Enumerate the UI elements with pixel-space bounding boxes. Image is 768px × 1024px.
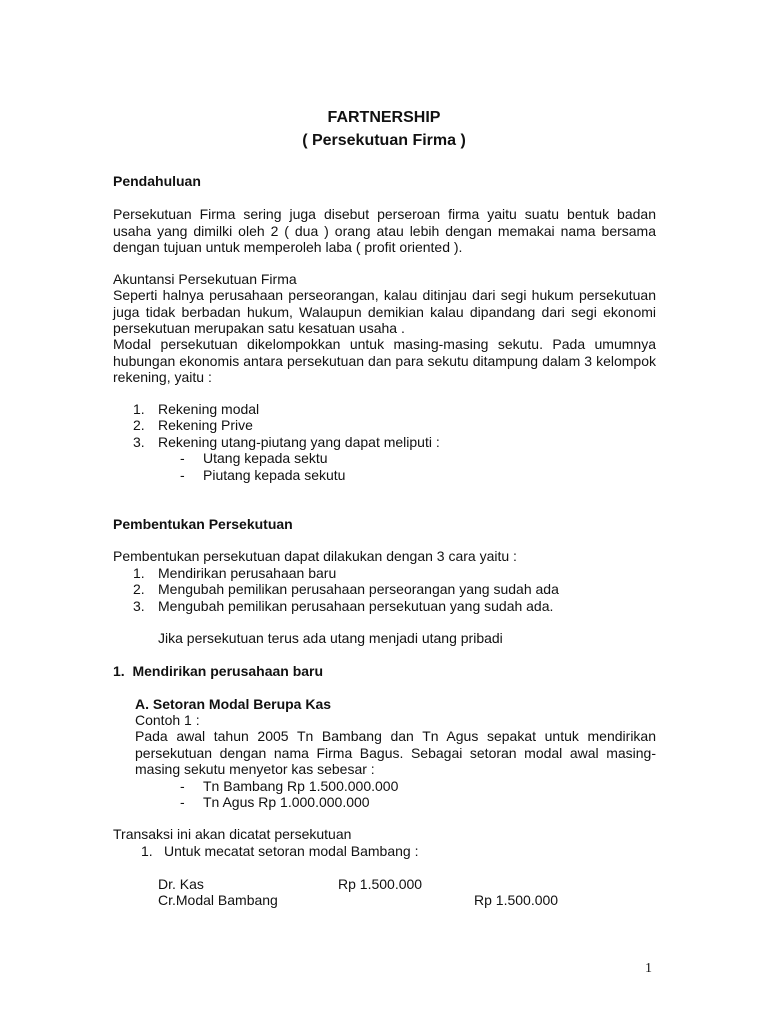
contribution-item: Tn Bambang Rp 1.500.000.000 [203, 778, 399, 794]
list-item: Mengubah pemilikan perusahaan perseorangan yang sudah ada [158, 581, 559, 597]
pembentukan-note: Jika persekutuan terus ada utang menjadi utang pribadi [158, 630, 503, 646]
heading-section-1: 1. Mendirikan perusahaan baru [113, 663, 324, 679]
list-item: Rekening Prive [158, 417, 253, 433]
heading-akuntansi: Akuntansi Persekutuan Firma [113, 271, 297, 287]
document-subtitle: ( Persekutuan Firma ) [302, 132, 466, 149]
sublist-dash: - [180, 467, 185, 483]
paragraph-akuntansi-2: Modal persekutuan dikelompokkan untuk masing-masing sekutu. Pada umumnya hubungan ekonomis antara persekutuan dan para sekutu ditampung dalam 3 kelompok rekening, yaitu : [113, 336, 656, 385]
journal-debit-amount: Rp 1.500.000 [338, 876, 423, 892]
list-number: 2. [133, 417, 145, 433]
list-number: 1. [133, 401, 145, 417]
list-item: Mengubah pemilikan perusahaan persekutuan yang sudah ada. [158, 598, 554, 614]
example-label: Contoh 1 : [135, 712, 200, 728]
list-number: 3. [133, 598, 145, 614]
page-number: 1 [645, 961, 652, 976]
list-item: Rekening utang-piutang yang dapat meliputi : [158, 434, 440, 450]
heading-pendahuluan: Pendahuluan [113, 173, 201, 189]
journal-credit-amount: Rp 1.500.000 [474, 892, 559, 908]
journal-credit-account: Cr.Modal Bambang [158, 892, 278, 908]
sublist-item: Utang kepada sektu [203, 450, 328, 466]
contribution-item: Tn Agus Rp 1.000.000.000 [203, 794, 370, 810]
sublist-dash: - [180, 450, 185, 466]
pembentukan-intro: Pembentukan persekutuan dapat dilakukan dengan 3 cara yaitu : [113, 548, 517, 564]
step-text: Untuk mecatat setoran modal Bambang : [164, 843, 419, 859]
subheading-setoran-modal: A. Setoran Modal Berupa Kas [135, 696, 332, 712]
list-number: 3. [133, 434, 145, 450]
paragraph-akuntansi-1: Seperti halnya perusahaan perseorangan, kalau ditinjau dari segi hukum persekutuan juga tidak berbadan hukum, Walaupun demikian kalau dipandang dari segi ekonomi persekutuan merupakan satu kesatuan usaha . [113, 287, 656, 336]
document-title: FARTNERSHIP [327, 109, 441, 126]
heading-pembentukan: Pembentukan Persekutuan [113, 516, 293, 532]
paragraph-example: Pada awal tahun 2005 Tn Bambang dan Tn Agus sepakat untuk mendirikan persekutuan dengan nama Firma Bagus. Sebagai setoran modal awal masing-masing sekutu menyetor kas sebesar : [135, 728, 656, 777]
paragraph-pendahuluan: Persekutuan Firma sering juga disebut perseroan firma yaitu suatu bentuk badan usaha yang dimilki oleh 2 ( dua ) orang atau lebih dengan memakai nama bersama dengan tujuan untuk memperoleh laba ( profit oriented ). [113, 206, 656, 255]
transaksi-text: Transaksi ini akan dicatat persekutuan [113, 826, 352, 842]
list-number: 1. [133, 565, 145, 581]
contribution-dash: - [180, 778, 185, 794]
journal-debit-account: Dr. Kas [158, 876, 204, 892]
step-number: 1. [141, 843, 153, 859]
list-item: Rekening modal [158, 401, 260, 417]
list-number: 2. [133, 581, 145, 597]
list-item: Mendirikan perusahaan baru [158, 565, 337, 581]
sublist-item: Piutang kepada sekutu [203, 467, 346, 483]
contribution-dash: - [180, 794, 185, 810]
